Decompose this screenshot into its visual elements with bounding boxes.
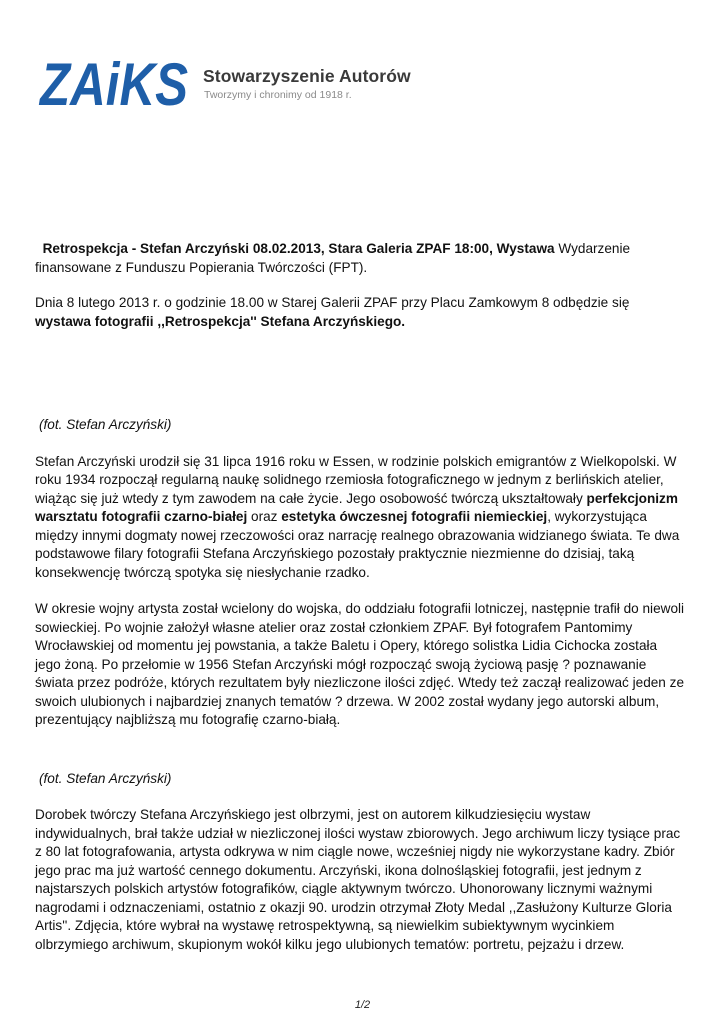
logo-wordmark: ZAiKS [38, 51, 188, 118]
page-number: 1/2 [354, 999, 371, 1011]
intro-paragraph [35, 240, 685, 277]
bio-text-3: , wykorzystująca między innymi dogmaty nowej rzeczowości oraz narrację realnego obrazowania widzianego świata. Te dwa podstawowe filary fotografii Stefana Arczyńskiego pozostały praktycznie niezmienne do dzisiaj, taką konsekwencję twórczą spotyka się niesłychanie rzadko. [35, 509, 680, 580]
oeuvre-paragraph: Dorobek twórczy Stefana Arczyńskiego jest olbrzymi, jest on autorem kilkudziesięciu wystaw indywidualnych, brał także udział w niezliczonej ilości wystaw zbiorowych. Jego archiwum liczy tysiące prac z 80 lat fotografowania, artysta odkrywa w nim ciągle nowe, wcześniej nigdy nie wykorzystane kadry. Zbiór jego prac ma już wartość cennego dokumentu. Arczyński, ikona dolnośląskiej fotografii, jest jednym z najstarszych polskich artystów fotografików, ciągle aktywnym twórczo. Uhonorowany licznymi ważnymi nagrodami i odznaczeniami, ostatnio z okazji 90. urodzin otrzymał Złoty Medal ,,Zasłużony Kulturze Gloria Artis''. Zdjęcia, które wybrał na wystawę retrospektywną, są niewielkim subiektywnym wycinkiem olbrzymiego archiwum, skupionym wokół kilku jego ulubionych tematów: portretu, pejzażu i drzew. [35, 807, 681, 952]
bio-bold-1: perfekcjonizm warsztatu fotografii czarno-białej [35, 490, 678, 524]
logo [38, 51, 440, 118]
intro-title: Retrospekcja - Stefan Arczyński 08.02.2013, Stara Galeria ZPAF 18:00, Wystawa [42, 241, 555, 256]
org-tagline: Tworzymy i chronimy od 1918 r. [204, 89, 352, 101]
bio-text-1: Stefan Arczyński urodził się 31 lipca 1916 roku w Essen, w rodzinie polskich emigrantów z Wielkopolski. W roku 1934 rozpoczął regularną naukę solidnego rzemiosła fotograficznego w jednym z berlińskich atelier, wiążąc się już wtedy z tym zawodem na całe życie. Jego osobowość twórczą ukształtowały [35, 453, 677, 506]
bio-text-2: oraz [247, 509, 282, 524]
bio-bold-2: estetyka ówczesnej fotografii niemieckiej [281, 509, 548, 524]
zaiks-logo-icon [38, 51, 190, 118]
intro-rest: Wydarzenie finansowane z Funduszu Popierania Twórczości (FPT). [35, 241, 631, 275]
org-name: Stowarzyszenie Autorów [203, 66, 411, 86]
photo-caption: (fot. Stefan Arczyński) [39, 417, 172, 432]
biography-paragraph [35, 453, 685, 583]
war-paragraph: W okresie wojny artysta został wcielony do wojska, do oddziału fotografii lotniczej, następnie trafił do niewoli sowieckiej. Po wojnie założył własne atelier oraz został członkiem ZPAF. Był fotografem Pantomimy Wrocławskiej od momentu jej powstania, a także Baletu i Opery, którego solistka Lidia Cichocka została jego żoną. Po przełomie w 1956 Stefan Arczyński mógł rozpocząć swoją życiową pasję ? poznawanie świata przez podróże, których rezultatem były niezliczone ilości zdjęć. Wtedy też zaczął realizować jeden ze swoich ulubionych i najbardziej znanych tematów ? drzewa. W 2002 został wydany jego autorski album, prezentujący najbliższą mu fotografię czarno-białą. [35, 601, 685, 727]
photo-caption: (fot. Stefan Arczyński) [39, 770, 172, 786]
announcement-paragraph [35, 294, 685, 331]
announcement-text: Dnia 8 lutego 2013 r. o godzinie 18.00 w Starej Galerii ZPAF przy Placu Zamkowym 8 odbędzie się [35, 295, 630, 310]
announcement-bold: wystawa fotografii ,,Retrospekcja'' Stefana Arczyńskiego. [35, 313, 406, 329]
article-body [35, 240, 685, 954]
